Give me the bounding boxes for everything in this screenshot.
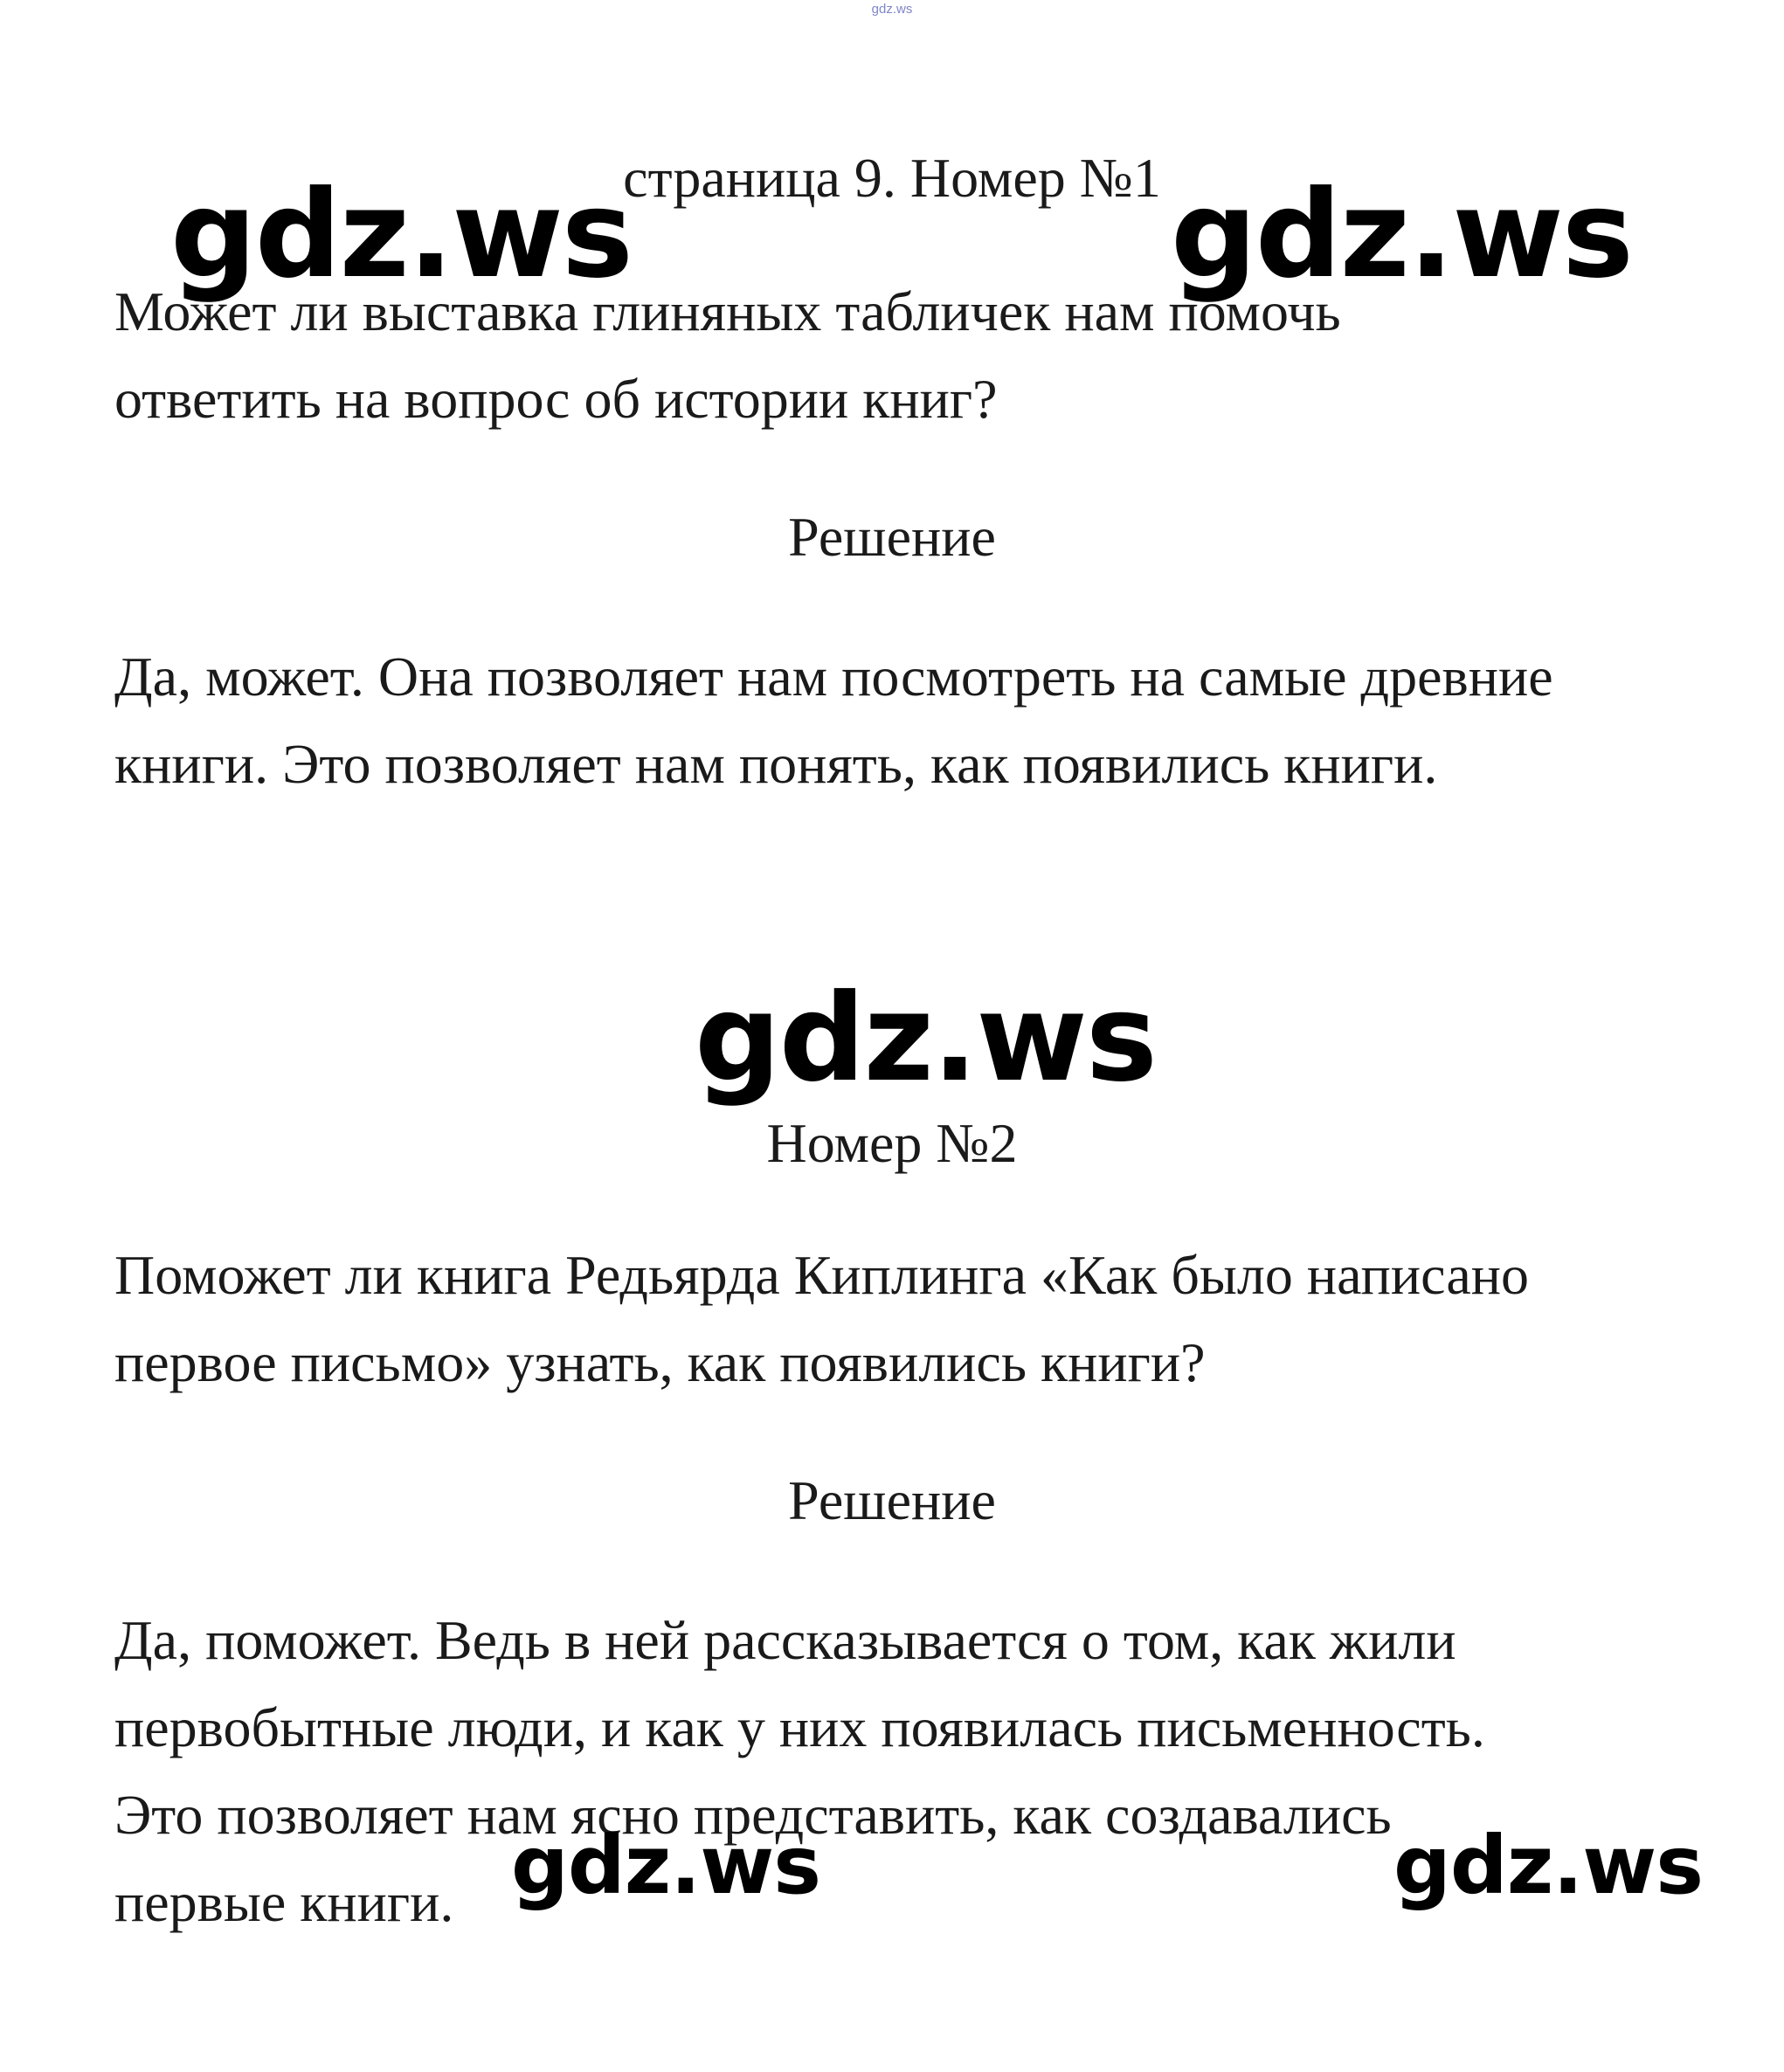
watermark-bottom-right: gdz.ws	[1393, 1819, 1703, 1912]
watermark-bottom-left: gdz.ws	[511, 1819, 820, 1912]
task2-answer-line: первые книги.	[114, 1871, 454, 1933]
task2-heading: Номер №2	[766, 1112, 1018, 1174]
watermark-top-right: gdz.ws	[1171, 164, 1632, 305]
task2-answer-line: Это позволяет нам ясно представить, как создавались	[114, 1784, 1392, 1846]
task2-question-line: первое письмо» узнать, как появились книги?	[114, 1331, 1206, 1393]
task2-answer-line: первобытные люди, и как у них появилась письменность.	[114, 1696, 1485, 1758]
watermark-top-left: gdz.ws	[170, 164, 632, 305]
task1-question-line: Может ли выставка глиняных табличек нам помочь	[114, 280, 1341, 342]
task1-question-line: ответить на вопрос об истории книг?	[114, 368, 998, 430]
watermark-center: gdz.ws	[695, 968, 1156, 1109]
task1-answer-line: Да, может. Она позволяет нам посмотреть на самые древние	[114, 646, 1553, 708]
task2-answer-line: Да, поможет. Ведь в ней рассказывается о том, как жили	[114, 1609, 1456, 1671]
task2-question	[114, 1232, 1687, 1406]
top-site-mark: gdz.ws	[871, 2, 913, 17]
task1-solution-label: Решение	[788, 506, 996, 568]
task2-question-line: Поможет ли книга Редьярда Киплинга «Как было написано	[114, 1244, 1529, 1306]
task1-answer-line: книги. Это позволяет нам понять, как появились книги.	[114, 733, 1438, 795]
task1-heading: страница 9. Номер №1	[623, 147, 1161, 209]
task1-answer	[114, 633, 1687, 808]
task2-solution-label: Решение	[788, 1469, 996, 1531]
